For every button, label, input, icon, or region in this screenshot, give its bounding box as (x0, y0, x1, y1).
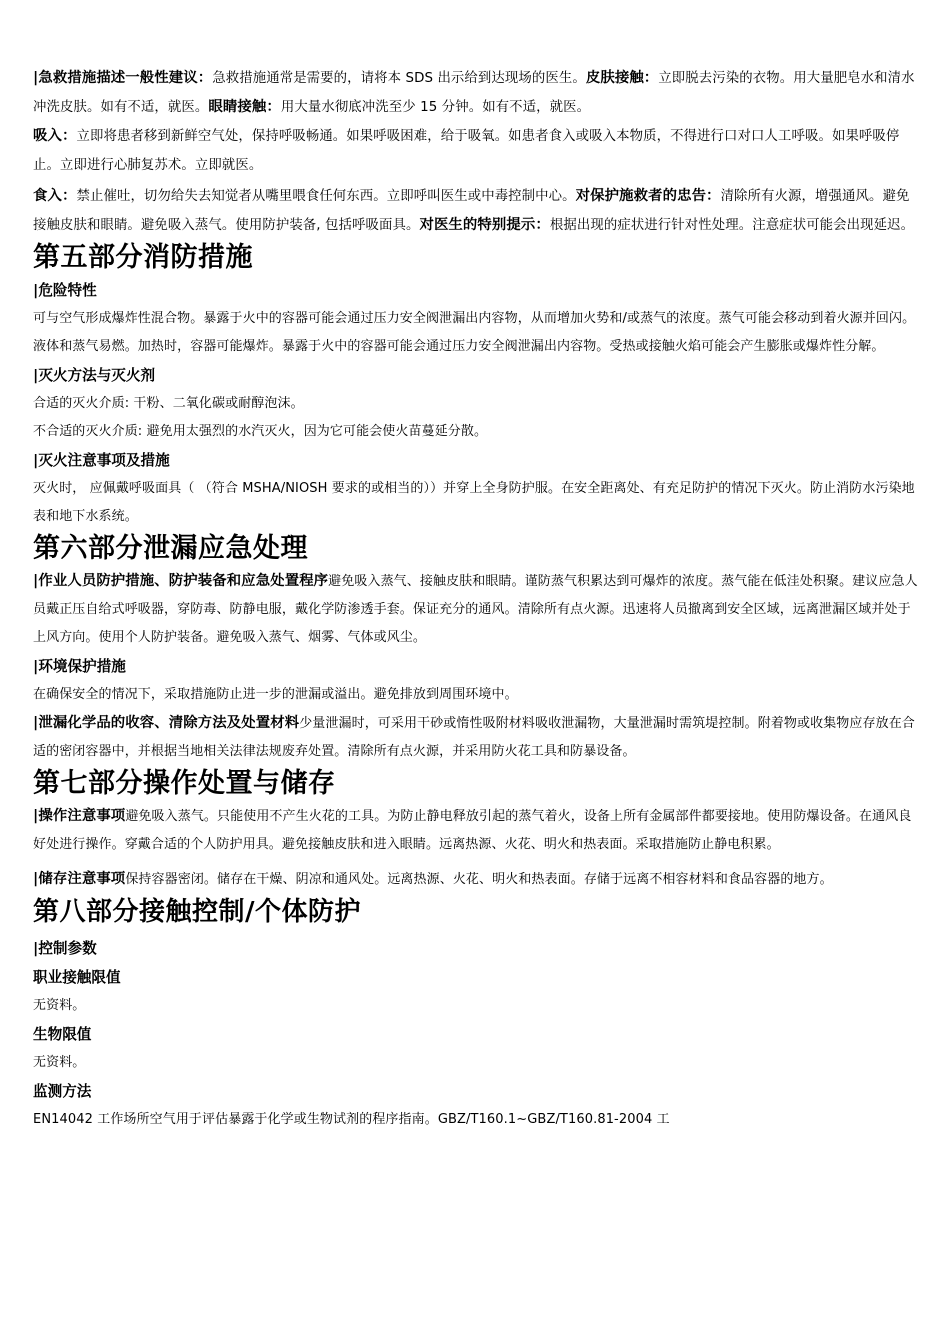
handling-label: |操作注意事项 (33, 808, 126, 824)
doctor-note-label: 对医生的特别提示： (419, 217, 550, 233)
firefighting-notes-subtitle: |灭火注意事项及措施 (33, 452, 170, 469)
section7-title: 第七部分操作处置与储存 (33, 768, 336, 799)
rescuer-advice-label: 对保护施救者的忠告： (575, 188, 721, 204)
rescuer-advice-text: 清除所有火源，增强通风。避免接触皮肤和眼睛。避免吸入蒸气。使用防护装备, 包括呼吸面具。 (33, 189, 910, 233)
unsuitable-media-text: 不合适的灭火介质: 避免用太强烈的水汽灭火，因为它可能会使火苗蔓延分散。 (33, 424, 488, 439)
eye-contact-text: 用大量水彻底冲洗至少 15 分钟。如有不适，就医。 (280, 100, 591, 115)
extinguish-subtitle: |灭火方法与灭火剂 (33, 367, 156, 384)
handling-text: 避免吸入蒸气。只能使用不产生火花的工具。为防止静电释放引起的蒸气着火，设备上所有金属部件都要接地。使用防爆设备。在通风良好处进行操作。穿戴合适的个人防护用具。避免接触皮肤和进入眼睛。远离热源、火花、明火和热表面。采取措施防止静电积累。 (33, 809, 912, 852)
inhalation-text: 立即将患者移到新鲜空气处，保持呼吸畅通。如果呼吸困难，给于吸氧。如患者食入或吸入本物质，不得进行口对口人工呼吸。如果呼吸停止。立即进行心肺复苏术。立即就医。 (33, 129, 900, 173)
storage-text: 保持容器密闭。储存在干燥、阴凉和通风处。远离热源、火花、明火和热表面。存储于远离不相容材料和食品容器的地方。 (125, 872, 833, 887)
handling-paragraph (33, 802, 921, 859)
document-page (33, 64, 921, 1134)
ppe-label: |作业人员防护措施、防护装备和应急处置程序 (33, 573, 329, 589)
hazard-subtitle: |危险特性 (33, 282, 97, 299)
cleanup-label: |泄漏化学品的收容、清除方法及处置材料 (33, 715, 300, 731)
ingestion-text: 禁止催吐，切勿给失去知觉者从嘴里喂食任何东西。立即呼叫医生或中毒控制中心。 (76, 189, 576, 204)
first-aid-paragraph (33, 64, 921, 122)
first-aid-general-label: |急救措施描述一般性建议： (33, 70, 213, 86)
eye-contact-label: 眼睛接触： (208, 99, 281, 115)
hazard-text: 可与空气形成爆炸性混合物。暴露于火中的容器可能会通过压力安全阀泄漏出内容物，从而增加火势和/或蒸气的浓度。蒸气可能会移动到着火源并回闪。液体和蒸气易燃。加热时，容器可能爆炸。暴露于火中的容器可能会通过压力安全阀泄漏出内容物。受热或接触火焰可能会产生膨胀或爆炸性分解。 (33, 311, 916, 354)
storage-paragraph (33, 865, 921, 894)
storage-label: |储存注意事项 (33, 871, 126, 887)
ingestion-paragraph (33, 182, 921, 240)
section8-title: 第八部分接触控制/个体防护 (33, 897, 361, 927)
bio-limits-subtitle: 生物限值 (33, 1026, 92, 1043)
oel-subtitle: 职业接触限值 (33, 969, 121, 986)
suitable-media-text: 合适的灭火介质: 干粉、二氧化碳或耐醇泡沫。 (33, 396, 304, 411)
doctor-note-text: 根据出现的症状进行针对性处理。注意症状可能会出现延迟。 (549, 218, 915, 233)
section6-title: 第六部分泄漏应急处理 (33, 533, 308, 564)
bio-limits-text: 无资料。 (33, 1055, 86, 1070)
cleanup-text: 少量泄漏时，可采用干砂或惰性吸附材料吸收泄漏物，大量泄漏时需筑堤控制。附着物或收集物应存放在合适的密闭容器中，并根据当地相关法律法规废弃处置。清除所有点火源，并采用防火花工具和防暴设备。 (33, 716, 915, 759)
ppe-paragraph (33, 567, 921, 652)
inhalation-paragraph (33, 122, 921, 180)
skin-contact-label: 皮肤接触： (585, 70, 659, 86)
firefighting-notes-text: 灭火时， 应佩戴呼吸面具（ （符合 MSHA/NIOSH 要求的或相当的））并穿上全身防护服。在安全距离处、有充足防护的情况下灭火。防止消防水污染地表和地下水系统。 (33, 481, 915, 524)
ingestion-label: 食入： (33, 188, 77, 204)
monitoring-subtitle: 监测方法 (33, 1083, 92, 1100)
monitoring-text: EN14042 工作场所空气用于评估暴露于化学或生物试剂的程序指南。GBZ/T160.1~GBZ/T160.81-2004 工 (33, 1112, 670, 1127)
ppe-text: 避免吸入蒸气、接触皮肤和眼睛。谨防蒸气积累达到可爆炸的浓度。蒸气能在低洼处积聚。建议应急人员戴正压自给式呼吸器，穿防毒、防静电服，戴化学防渗透手套。保证充分的通风。清除所有点火源。迅速将人员撤离到安全区域，远离泄漏区域并处于上风方向。使用个人防护装备。避免吸入蒸气、烟雾、气体或风尘。 (33, 574, 918, 645)
skin-contact-text: 立即脱去污染的衣物。用大量肥皂水和清水冲洗皮肤。如有不适，就医。 (33, 71, 915, 115)
section5-title: 第五部分消防措施 (33, 242, 253, 273)
cleanup-paragraph (33, 709, 921, 766)
control-params-subtitle: |控制参数 (33, 940, 97, 957)
oel-text: 无资料。 (33, 998, 86, 1013)
first-aid-general-text: 急救措施通常是需要的，请将本 SDS 出示给到达现场的医生。 (212, 71, 586, 86)
inhalation-label: 吸入： (33, 128, 77, 144)
env-protection-text: 在确保安全的情况下，采取措施防止进一步的泄漏或溢出。避免排放到周围环境中。 (33, 687, 518, 702)
env-protection-subtitle: |环境保护措施 (33, 658, 126, 675)
